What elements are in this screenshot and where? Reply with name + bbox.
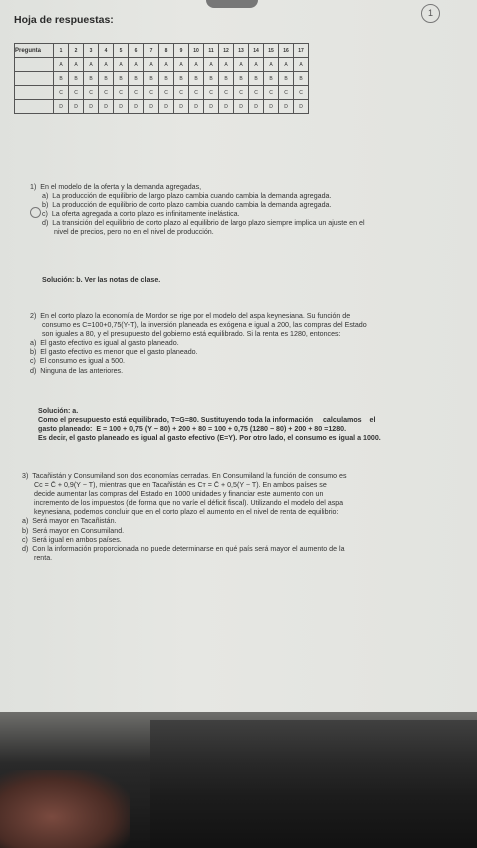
grid-answer-cell[interactable]: B (54, 72, 69, 86)
q3-option-d[interactable]: d) Con la información proporcionada no puede determinarse en qué país será mayor el aumento de la (22, 544, 345, 553)
grid-answer-cell[interactable]: A (69, 58, 84, 72)
grid-answer-cell[interactable]: C (264, 86, 279, 100)
grid-answer-cell[interactable]: B (84, 72, 99, 86)
grid-answer-cell[interactable]: B (189, 72, 204, 86)
q2-stem-line-2: consumo es C=100+0,75(Y-T), la inversión planeada es exógena e igual a 200, las compras del Estado (42, 321, 367, 330)
question-2 (30, 312, 470, 376)
q3-option-b[interactable]: b) Será mayor en Consumiland. (22, 526, 125, 535)
grid-question-number: 16 (279, 44, 294, 58)
grid-answer-cell[interactable]: B (159, 72, 174, 86)
grid-answer-cell[interactable]: D (54, 100, 69, 114)
q2-option-c[interactable]: c) El consumo es igual a 500. (30, 357, 126, 366)
grid-answer-cell[interactable]: A (204, 58, 219, 72)
grid-answer-cell[interactable]: D (69, 100, 84, 114)
grid-question-number: 15 (264, 44, 279, 58)
q1-option-b[interactable]: b) La producción de equilibrio de corto plazo cambia cuando cambia la demanda agregada. (42, 201, 332, 210)
grid-row-spacer (15, 86, 54, 100)
q2-solution (38, 407, 477, 443)
answer-grid (14, 43, 309, 114)
q2-solution-line-1: Como el presupuesto está equilibrado, T=G=80. Sustituyendo toda la información calculamos el (38, 416, 376, 425)
grid-answer-cell[interactable]: A (249, 58, 264, 72)
grid-row (15, 72, 309, 86)
grid-question-number: 5 (114, 44, 129, 58)
grid-answer-cell[interactable]: C (84, 86, 99, 100)
question-1 (30, 183, 470, 238)
grid-answer-cell[interactable]: A (159, 58, 174, 72)
grid-answer-cell[interactable]: C (249, 86, 264, 100)
page-number-badge: 1 (421, 4, 440, 23)
grid-answer-cell[interactable]: C (69, 86, 84, 100)
grid-question-number: 1 (54, 44, 69, 58)
page-title: Hoja de respuestas: (14, 14, 114, 26)
q3-option-c[interactable]: c) Será igual en ambos países. (22, 535, 122, 544)
grid-answer-cell[interactable]: B (249, 72, 264, 86)
q1-solution: Solución: b. Ver las notas de clase. (42, 276, 161, 284)
q1-option-c[interactable]: c) La oferta agregada a corto plazo es infinitamente inelástica. (42, 210, 240, 219)
q2-option-b[interactable]: b) El gasto efectivo es menor que el gasto planeado. (30, 348, 198, 357)
q2-stem-line-3: son iguales a 80, y el presupuesto del gobierno está equilibrado. Si la renta es 1280, entonces: (42, 330, 341, 339)
grid-answer-cell[interactable]: B (114, 72, 129, 86)
grid-answer-cell[interactable]: B (99, 72, 114, 86)
grid-answer-cell[interactable]: D (294, 100, 309, 114)
q3-stem-line-5: keynesiana, podemos concluir que en el corto plazo el aumento en el nivel de renta de equilibrio: (34, 508, 339, 517)
grid-answer-cell[interactable]: A (99, 58, 114, 72)
grid-answer-cell[interactable]: C (204, 86, 219, 100)
grid-answer-cell[interactable]: C (54, 86, 69, 100)
q3-option-a[interactable]: a) Será mayor en Tacañistán. (22, 517, 117, 526)
grid-answer-cell[interactable]: D (279, 100, 294, 114)
grid-answer-cell[interactable]: C (99, 86, 114, 100)
university-seal (206, 0, 258, 8)
grid-answer-cell[interactable]: C (159, 86, 174, 100)
grid-answer-cell[interactable]: B (264, 72, 279, 86)
grid-answer-cell[interactable]: A (129, 58, 144, 72)
grid-answer-cell[interactable]: D (234, 100, 249, 114)
grid-answer-cell[interactable]: C (144, 86, 159, 100)
grid-answer-cell[interactable]: A (264, 58, 279, 72)
grid-answer-cell[interactable]: D (114, 100, 129, 114)
q2-solution-line-3: Es decir, el gasto planeado es igual al gasto efectivo (E=Y). Por otro lado, el consumo es igual a 1000. (38, 434, 381, 443)
grid-answer-cell[interactable]: B (69, 72, 84, 86)
grid-answer-cell[interactable]: C (129, 86, 144, 100)
grid-answer-cell[interactable]: D (264, 100, 279, 114)
grid-answer-cell[interactable]: D (99, 100, 114, 114)
grid-question-number: 14 (249, 44, 264, 58)
grid-answer-cell[interactable]: C (114, 86, 129, 100)
grid-answer-cell[interactable]: D (204, 100, 219, 114)
grid-answer-cell[interactable]: A (234, 58, 249, 72)
grid-question-number: 3 (84, 44, 99, 58)
grid-answer-cell[interactable]: D (144, 100, 159, 114)
grid-answer-cell[interactable]: D (159, 100, 174, 114)
grid-answer-cell[interactable]: C (294, 86, 309, 100)
grid-question-number: 2 (69, 44, 84, 58)
grid-question-number: 12 (219, 44, 234, 58)
grid-answer-cell[interactable]: B (279, 72, 294, 86)
grid-answer-cell[interactable]: A (114, 58, 129, 72)
grid-answer-cell[interactable]: B (294, 72, 309, 86)
q3-stem-line-3: decide aumentar las compras del Estado en 1000 unidades y financiar este aumento con un (34, 490, 324, 499)
grid-row-spacer (15, 72, 54, 86)
q1-option-d[interactable]: d) La transición del equilibrio de corto plazo al equilibrio de largo plazo siempre implica un ajuste en el (42, 219, 365, 228)
grid-answer-cell[interactable]: D (84, 100, 99, 114)
grid-answer-cell[interactable]: C (174, 86, 189, 100)
grid-answer-cell[interactable]: C (189, 86, 204, 100)
grid-answer-cell[interactable]: B (129, 72, 144, 86)
grid-answer-cell[interactable]: B (204, 72, 219, 86)
grid-answer-cell[interactable]: D (219, 100, 234, 114)
grid-answer-cell[interactable]: B (174, 72, 189, 86)
grid-answer-cell[interactable]: A (219, 58, 234, 72)
q2-option-d[interactable]: d) Ninguna de las anteriores. (30, 366, 124, 375)
q1-option-d-cont: nivel de precios, pero no en el nivel de producción. (54, 228, 214, 237)
q3-option-d-cont: renta. (34, 553, 53, 562)
grid-answer-cell[interactable]: A (279, 58, 294, 72)
grid-row-spacer (15, 100, 54, 114)
grid-question-number: 8 (159, 44, 174, 58)
q2-option-a[interactable]: a) El gasto efectivo es igual al gasto planeado. (30, 339, 179, 348)
grid-answer-cell[interactable]: A (189, 58, 204, 72)
grid-row-spacer (15, 58, 54, 72)
grid-answer-cell[interactable]: B (144, 72, 159, 86)
grid-question-number: 13 (234, 44, 249, 58)
q3-stem-line-2: Cᴄ = C̄ + 0,9(Y − T), mientras que en Tacañistán es Cᴛ = C̄ + 0,5(Y − T). En ambos países se (34, 481, 327, 490)
question-3 (22, 472, 470, 563)
q1-stem: 1) En el modelo de la oferta y la demanda agregadas, (30, 183, 202, 191)
q2-stem-line-1: 2) En el corto plazo la economía de Mordor se rige por el modelo del aspa keynesiana. Su función de (30, 312, 351, 320)
grid-question-number: 6 (129, 44, 144, 58)
grid-question-number: 17 (294, 44, 309, 58)
grid-row (15, 100, 309, 114)
grid-question-number: 11 (204, 44, 219, 58)
grid-question-number: 7 (144, 44, 159, 58)
dark-foreground (150, 720, 477, 848)
grid-question-number: 4 (99, 44, 114, 58)
grid-answer-cell[interactable]: C (219, 86, 234, 100)
q3-stem-line-4: incremento de los impuestos (de forma que no varíe el déficit fiscal). Utilizando el modelo del aspa (34, 499, 344, 508)
grid-answer-cell[interactable]: A (144, 58, 159, 72)
grid-answer-cell[interactable]: D (129, 100, 144, 114)
grid-answer-cell[interactable]: D (189, 100, 204, 114)
circled-answer-mark (30, 207, 41, 218)
grid-answer-cell[interactable]: D (249, 100, 264, 114)
q2-solution-line-2: gasto planeado: E = 100 + 0,75 (Y − 80) + 200 + 80 = 100 + 0,75 (1280 − 80) + 200 + 80 =1280. (38, 425, 347, 434)
grid-question-number: 10 (189, 44, 204, 58)
grid-row (15, 58, 309, 72)
grid-header-label: Pregunta (15, 44, 54, 58)
grid-answer-cell[interactable]: A (84, 58, 99, 72)
q1-option-a[interactable]: a) La producción de equilibrio de largo plazo cambia cuando cambia la demanda agregada. (42, 192, 332, 201)
grid-question-number: 9 (174, 44, 189, 58)
q3-stem-line-1: 3) Tacañistán y Consumiland son dos economías cerradas. En Consumiland la función de consumo es (22, 472, 347, 480)
grid-answer-cell[interactable]: A (294, 58, 309, 72)
grid-answer-cell[interactable]: C (279, 86, 294, 100)
hand-shadow (0, 770, 130, 848)
grid-answer-cell[interactable]: B (219, 72, 234, 86)
q2-solution-heading: Solución: a. (38, 407, 79, 415)
grid-answer-cell[interactable]: B (234, 72, 249, 86)
grid-answer-cell[interactable]: A (54, 58, 69, 72)
grid-row (15, 86, 309, 100)
grid-answer-cell[interactable]: D (174, 100, 189, 114)
grid-answer-cell[interactable]: C (234, 86, 249, 100)
grid-answer-cell[interactable]: A (174, 58, 189, 72)
